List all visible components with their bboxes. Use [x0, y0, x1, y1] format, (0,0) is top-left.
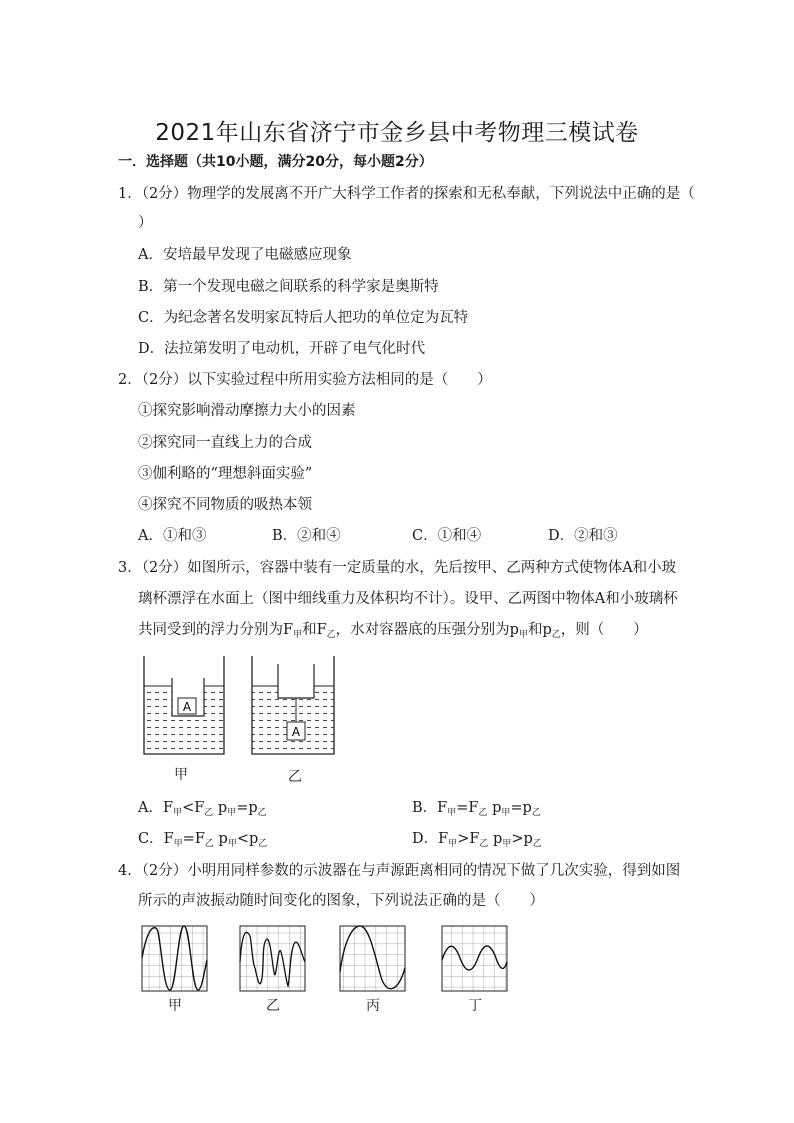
q4-figure-label-ding: 丁: [468, 998, 482, 1014]
q2-item-1: ①探究影响滑动摩擦力大小的因素: [138, 403, 356, 419]
q3-text-c: ，水对容器底的压强分别为p: [335, 622, 519, 638]
subscript-yi: 乙: [551, 630, 561, 640]
q1-stem-line1: 1．（2分）物理学的发展离不开广大科学工作者的探索和无私奉献，下列说法中正确的是（: [118, 186, 695, 202]
q3-text-a: 共同受到的浮力分别为F: [138, 622, 294, 638]
q3-stem-line2: 璃杯漂浮在水面上（图中细线重力及体积均不计）。设甲、乙两图中物体A和小玻璃杯: [138, 591, 678, 607]
q4-figure-label-jia: 甲: [168, 998, 182, 1014]
subscript-yi: 乙: [326, 630, 336, 640]
q3-stem-line3: [138, 620, 648, 642]
q3-option-c: C．$F_甲=F_乙$ $p_甲<p_乙$: [138, 831, 268, 849]
q3-text-e: ，则（ ）: [560, 622, 648, 638]
q3-option-d: D．$F_甲>F_乙$ $p_甲>p_乙$: [412, 831, 542, 849]
q1-stem-line2: ）: [138, 215, 153, 231]
q2-option-d: D．②和③: [548, 528, 618, 544]
q3-figure-label-yi: 乙: [288, 769, 302, 785]
q3-option-a: A．$F_甲<F_乙$ $p_甲=p_乙$: [138, 800, 267, 818]
q2-stem: 2．（2分）以下实验过程中所用实验方法相同的是（ ）: [118, 372, 492, 388]
page-title: 2021年山东省济宁市金乡县中考物理三模试卷: [155, 120, 639, 146]
block-a-label: A: [291, 725, 301, 739]
container-yi: [252, 656, 334, 754]
q4-stem-line2: 所示的声波振动随时间变化的图象，下列说法正确的是（ ）: [138, 893, 544, 909]
q4-figure-label-yi: 乙: [266, 998, 280, 1014]
q1-option-d: D．法拉第发明了电动机，开辟了电气化时代: [138, 341, 426, 357]
q1-option-c: C．为纪念著名发明家瓦特后人把功的单位定为瓦特: [138, 310, 469, 326]
scope-yi: [240, 926, 305, 991]
q3-text-b: 和F: [302, 622, 327, 638]
scope-jia: [142, 926, 207, 991]
q2-option-b: B．②和④: [272, 528, 341, 544]
q2-item-4: ④探究不同物质的吸热本领: [138, 497, 312, 513]
q4-stem-line1: 4．（2分）小明用同样参数的示波器在与声源距离相同的情况下做了几次实验，得到如图: [118, 863, 681, 879]
q2-item-3: ③伽利略的“理想斜面实验”: [138, 466, 313, 482]
q1-option-a: A．安培最早发现了电磁感应现象: [138, 247, 352, 263]
scope-bing: [340, 926, 405, 991]
q3-figure-label-jia: 甲: [174, 767, 188, 783]
q3-text-d: 和p: [527, 622, 552, 638]
block-a-label: A: [182, 700, 192, 714]
q3-option-b: B．$F_甲=F_乙$ $p_甲=p_乙$: [412, 800, 541, 818]
q4-waveform-figures: [138, 922, 518, 994]
subscript-jia: 甲: [518, 630, 528, 640]
q1-option-b: B．第一个发现电磁之间联系的科学家是奥斯特: [138, 279, 439, 295]
container-jia: [144, 656, 224, 754]
q2-item-2: ②探究同一直线上力的合成: [138, 435, 312, 451]
scope-ding: [442, 926, 507, 991]
q4-figure-label-bing: 丙: [366, 998, 380, 1014]
subscript-jia: 甲: [293, 630, 303, 640]
q2-option-a: A．①和③: [138, 528, 207, 544]
q3-stem-line1: 3．（2分）如图所示，容器中装有一定质量的水，先后按甲、乙两种方式使物体A和小玻: [118, 560, 677, 576]
q2-option-c: C．①和④: [412, 528, 482, 544]
section-heading: 一．选择题（共10小题，满分20分，每小题2分）: [118, 154, 433, 170]
q3-container-figure: [138, 654, 348, 759]
